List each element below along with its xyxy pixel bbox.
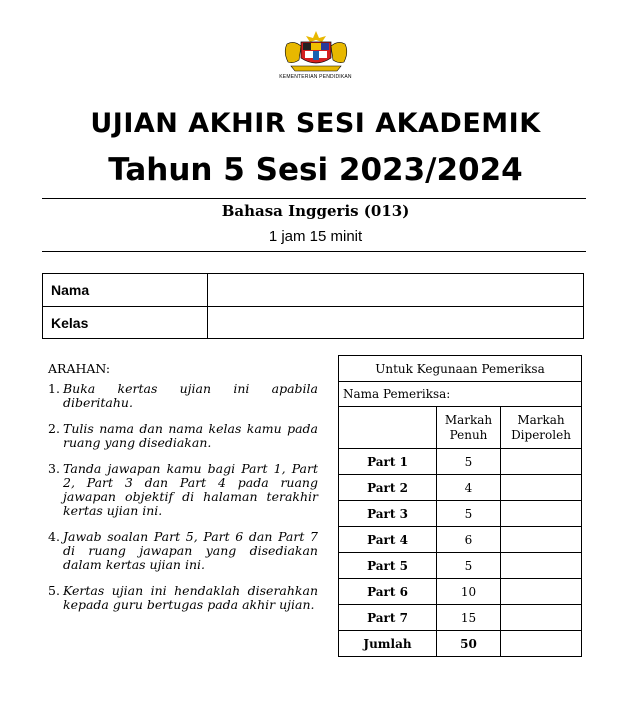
instruction-number: 4.: [48, 529, 60, 544]
instruction-text: Tulis nama dan nama kelas kamu pada ruang yang disediakan.: [63, 421, 318, 450]
part-label: Part 5: [339, 553, 437, 579]
subject-title: Bahasa Inggeris (013): [221, 202, 410, 220]
total-full-marks: 50: [437, 631, 501, 657]
obtained-marks-cell[interactable]: [501, 579, 582, 605]
instruction-number: 3.: [48, 461, 60, 476]
full-marks: 6: [437, 527, 501, 553]
name-label: Nama: [51, 282, 90, 298]
instructions: [48, 362, 318, 624]
obtained-marks-cell[interactable]: [501, 553, 582, 579]
examiner-name-field[interactable]: Nama Pemeriksa:: [339, 382, 582, 407]
instruction-number: 5.: [48, 583, 60, 598]
class-field[interactable]: [207, 307, 208, 339]
examiner-table-title: Untuk Kegunaan Pemeriksa: [339, 356, 582, 382]
total-label: Jumlah: [339, 631, 437, 657]
table-row: [339, 579, 582, 605]
instruction-text: Jawab soalan Part 5, Part 6 dan Part 7 di ruang jawapan yang disediakan dalam kertas ujian ini.: [63, 529, 318, 572]
examiner-marks-table: [338, 355, 582, 657]
class-row: [43, 307, 583, 339]
instructions-heading: ARAHAN:: [48, 361, 111, 376]
obtained-marks-header: Markah Diperoleh: [501, 407, 582, 449]
full-marks: 5: [437, 501, 501, 527]
full-marks: 5: [437, 449, 501, 475]
part-label: Part 3: [339, 501, 437, 527]
instruction-text: Buka kertas ujian ini apabila diberitahu.: [63, 381, 318, 410]
instruction-item: [48, 584, 318, 612]
table-row: [339, 605, 582, 631]
table-row: [339, 501, 582, 527]
part-label: Part 1: [339, 449, 437, 475]
name-row: [43, 274, 583, 307]
instruction-item: [48, 462, 318, 518]
full-marks: 10: [437, 579, 501, 605]
obtained-marks-cell[interactable]: [501, 501, 582, 527]
part-label: Part 7: [339, 605, 437, 631]
table-row: [339, 553, 582, 579]
obtained-marks-cell[interactable]: [501, 605, 582, 631]
part-label: Part 2: [339, 475, 437, 501]
table-row: [339, 475, 582, 501]
instruction-number: 2.: [48, 421, 60, 436]
student-info-table: [42, 273, 584, 339]
table-row: [339, 527, 582, 553]
class-label: Kelas: [51, 315, 89, 331]
table-row: [339, 449, 582, 475]
part-label: Part 4: [339, 527, 437, 553]
instruction-item: [48, 422, 318, 450]
total-row: [339, 631, 582, 657]
part-column-header: [339, 407, 437, 449]
instruction-text: Tanda jawapan kamu bagi Part 1, Part 2, Part 3 dan Part 4 pada ruang jawapan objektif di halaman terakhir kertas ujian ini.: [63, 461, 318, 518]
exam-subtitle: Tahun 5 Sesi 2023/2024: [108, 152, 523, 188]
name-field[interactable]: [207, 274, 208, 306]
obtained-marks-cell[interactable]: [501, 527, 582, 553]
full-marks: 15: [437, 605, 501, 631]
instruction-item: [48, 382, 318, 410]
obtained-marks-cell[interactable]: [501, 475, 582, 501]
obtained-marks-cell[interactable]: [501, 449, 582, 475]
divider-top: [42, 198, 586, 199]
instruction-item: [48, 530, 318, 572]
malaysia-coat-of-arms-icon: [279, 30, 353, 74]
full-marks: 5: [437, 553, 501, 579]
exam-duration: 1 jam 15 minit: [268, 228, 363, 245]
instruction-number: 1.: [48, 381, 60, 396]
full-marks-header: Markah Penuh: [437, 407, 501, 449]
divider-bottom: [42, 251, 586, 252]
part-label: Part 6: [339, 579, 437, 605]
full-marks: 4: [437, 475, 501, 501]
ministry-name: KEMENTERIAN PENDIDIKAN: [279, 74, 352, 80]
exam-title: UJIAN AKHIR SESI AKADEMIK: [90, 108, 541, 139]
instruction-text: Kertas ujian ini hendaklah diserahkan kepada guru bertugas pada akhir ujian.: [63, 583, 318, 612]
total-obtained-cell[interactable]: [501, 631, 582, 657]
